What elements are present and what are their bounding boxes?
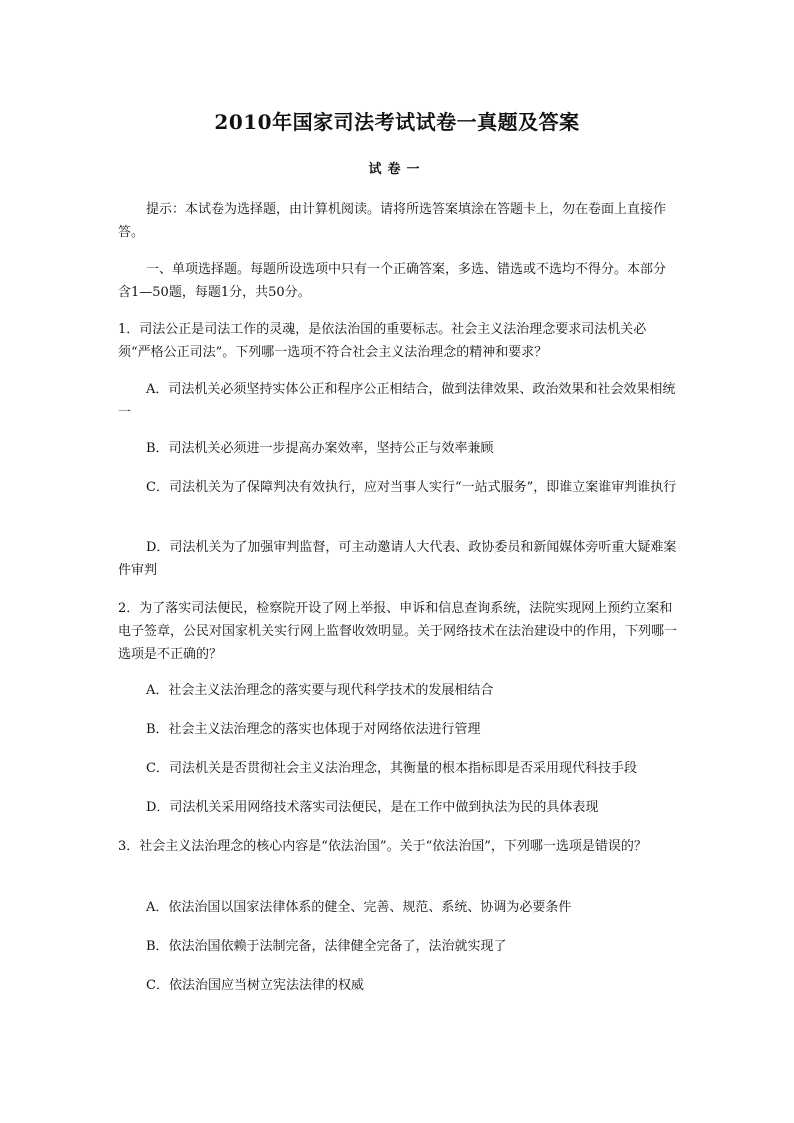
document-title: 2010年国家司法考试试卷一真题及答案 — [214, 110, 580, 134]
question-1-option-a: A．司法机关必须坚持实体公正和程序公正相结合，做到法律效果、政治效果和社会效果相统一 — [118, 382, 676, 420]
question-1-option-c: C．司法机关为了保障判决有效执行，应对当事人实行“一站式服务”，即谁立案谁审判谁执行 — [146, 480, 677, 495]
paper-subtitle: 试卷一 — [368, 162, 426, 177]
section-intro: 一、单项选择题。每题所设选项中只有一个正确答案，多选、错选或不选均不得分。本部分含1—50题，每题1分，共50分。 — [118, 262, 667, 300]
question-2-option-a: A．社会主义法治理念的落实要与现代科学技术的发展相结合 — [146, 683, 494, 698]
question-3-option-c: C．依法治国应当树立宪法法律的权威 — [146, 978, 364, 993]
question-3-stem: 3．社会主义法治理念的核心内容是“依法治国”。关于“依法治国”，下列哪一选项是错误的？ — [118, 839, 647, 854]
question-3-option-a: A．依法治国以国家法律体系的健全、完善、规范、系统、协调为必要条件 — [146, 900, 572, 915]
question-3-option-b: B．依法治国依赖于法制完备，法律健全完备了，法治就实现了 — [146, 939, 507, 954]
question-1-stem: 1．司法公正是司法工作的灵魂，是依法治国的重要标志。社会主义法治理念要求司法机关必须“严格公正司法”。下列哪一选项不符合社会主义法治理念的精神和要求？ — [118, 322, 647, 360]
question-2-option-b: B．社会主义法治理念的落实也体现于对网络依法进行管理 — [146, 722, 481, 737]
question-2-option-c: C．司法机关是否贯彻社会主义法治理念，其衡量的根本指标即是否采用现代科技手段 — [146, 761, 637, 776]
notice-paragraph: 提示：本试卷为选择题，由计算机阅读。请将所选答案填涂在答题卡上，勿在卷面上直接作答。 — [118, 202, 667, 240]
question-1-option-d: D．司法机关为了加强审判监督，可主动邀请人大代表、政协委员和新闻媒体旁听重大疑难案件审判 — [118, 540, 677, 578]
question-2-stem: 2．为了落实司法便民，检察院开设了网上举报、申诉和信息查询系统，法院实现网上预约立案和电子签章，公民对国家机关实行网上监督收效明显。关于网络技术在法治建设中的作用，下列哪一选项是不正确的？ — [118, 601, 678, 662]
question-2-option-d: D．司法机关采用网络技术落实司法便民，是在工作中做到执法为民的具体表现 — [146, 800, 599, 815]
question-1-option-b: B．司法机关必须进一步提高办案效率，坚持公正与效率兼顾 — [146, 441, 494, 456]
